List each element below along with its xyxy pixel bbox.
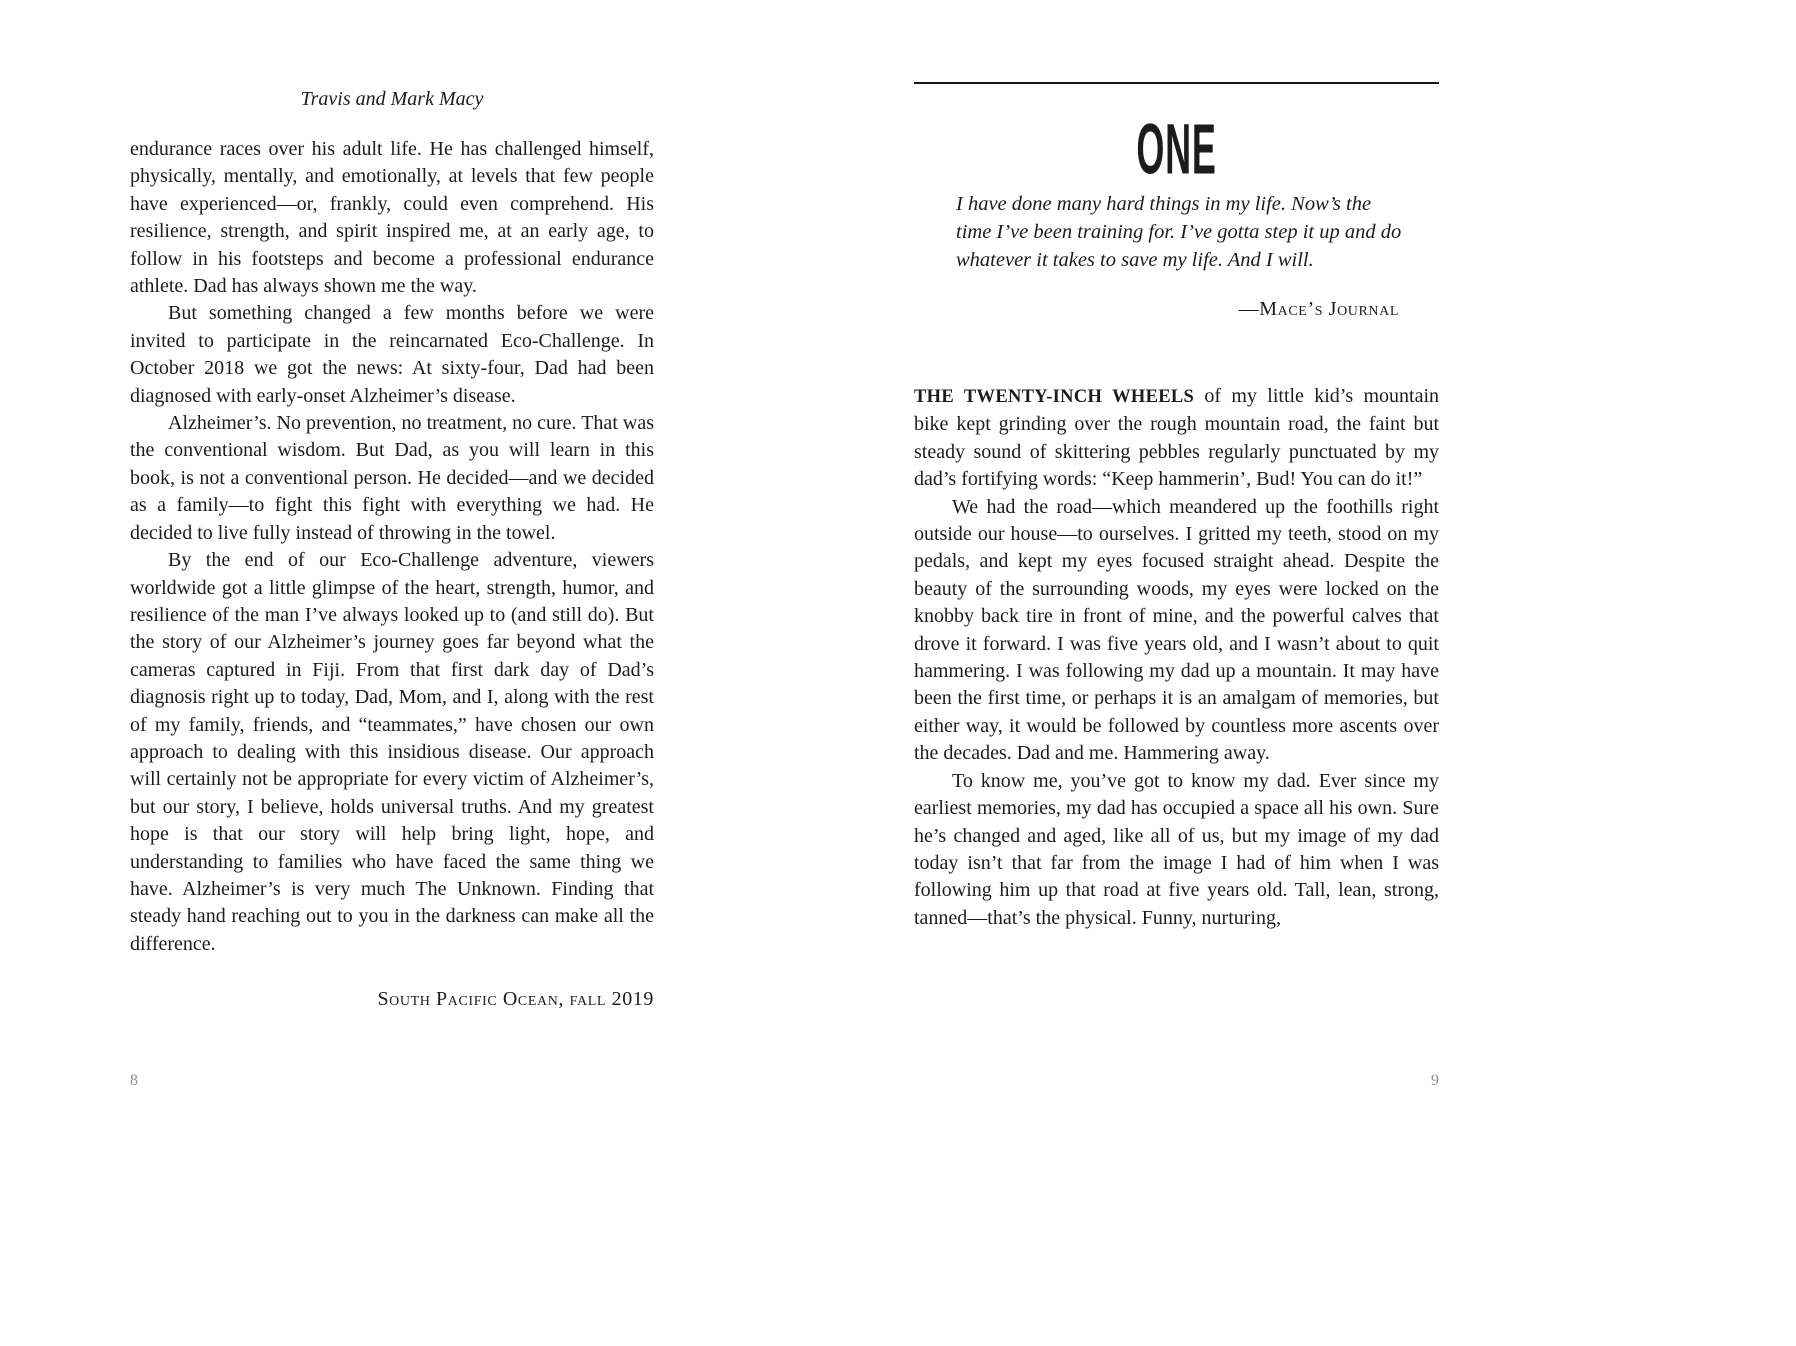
chapter-rule xyxy=(914,82,1439,84)
chapter-lead-in: THE TWENTY-INCH WHEELS xyxy=(914,387,1195,407)
right-page-body xyxy=(914,383,1439,932)
dateline: South Pacific Ocean, fall 2019 xyxy=(377,988,654,1011)
paragraph-text: of my little kid’s mountain bike kept grinding over the rough mountain road, the faint but steady sound of skittering pebbles regularly punctuated by my dad’s fortifying words: “Keep hammerin’, Bud! You can do it!” xyxy=(914,385,1440,491)
page-number-left: 8 xyxy=(130,1072,138,1089)
paragraph: endurance races over his adult life. He has challenged himself, physically, mentally, and emotionally, at levels that few people have experienced—or, frankly, could even comprehend. His resilience, strength, and spirit inspired me, at an early age, to follow in his footsteps and become a professional endurance athlete. Dad has always shown me the way. xyxy=(130,138,654,298)
left-page xyxy=(130,88,654,1011)
paragraph: By the end of our Eco-Challenge adventure, viewers worldwide got a little glimpse of the heart, strength, humor, and resilience of the man I’ve always looked up to (and still do). But the story of our Alzheimer’s journey goes far beyond what the cameras captured in Fiji. From that first dark day of Dad’s diagnosis right up to today, Dad, Mom, and I, along with the rest of my family, friends, and “teammates,” have chosen our own approach to dealing with this insidious disease. Our approach will certainly not be appropriate for every victim of Alzheimer’s, but our story, I believe, holds universal truths. And my greatest hope is that our story will help bring light, hope, and understanding to families who have faced the same thing we have. Alzheimer’s is very much The Unknown. Finding that steady hand reaching out to you in the darkness can make all the difference. xyxy=(130,549,654,955)
page-number-right: 9 xyxy=(1431,1072,1439,1089)
right-page xyxy=(914,82,1439,932)
left-page-body xyxy=(130,136,654,958)
paragraph: But something changed a few months before we were invited to participate in the reincarnated Eco-Challenge. In October 2018 we got the news: At sixty-four, Dad had been diagnosed with early-onset Alzheimer’s disease. xyxy=(130,302,654,407)
epigraph: I have done many hard things in my life. Now’s the time I’ve been training for. I’ve gotta step it up and do whatever it takes to save my life. And I will. xyxy=(956,193,1402,271)
epigraph-attribution: —Mace’s Journal xyxy=(1238,298,1399,320)
paragraph xyxy=(914,383,1439,494)
chapter-title: ONE xyxy=(1136,109,1217,189)
paragraph: To know me, you’ve got to know my dad. Ever since my earliest memories, my dad has occupied a space all his own. Sure he’s changed and aged, like all of us, but my image of my dad today isn’t that far from the image I had of him when I was following him up that road at five years old. Tall, lean, strong, tanned—that’s the physical. Funny, nurturing, xyxy=(914,769,1439,929)
running-header: Travis and Mark Macy xyxy=(300,88,484,110)
paragraph: Alzheimer’s. No prevention, no treatment, no cure. That was the conventional wisdom. But Dad, as you will learn in this book, is not a conventional person. He decided—and we decided as a family—to fight this fight with everything we had. He decided to live fully instead of throwing in the towel. xyxy=(130,412,654,544)
paragraph: We had the road—which meandered up the foothills right outside our house—to ourselves. I gritted my teeth, stood on my pedals, and kept my eyes focused straight ahead. Despite the beauty of the surrounding woods, my eyes were locked on the knobby back tire in front of mine, and the powerful calves that drove it forward. I was five years old, and I wasn’t about to quit hammering. I was following my dad up a mountain. It may have been the first time, or perhaps it is an amalgam of memories, but either way, it would be followed by countless more ascents over the decades. Dad and me. Hammering away. xyxy=(914,495,1439,765)
